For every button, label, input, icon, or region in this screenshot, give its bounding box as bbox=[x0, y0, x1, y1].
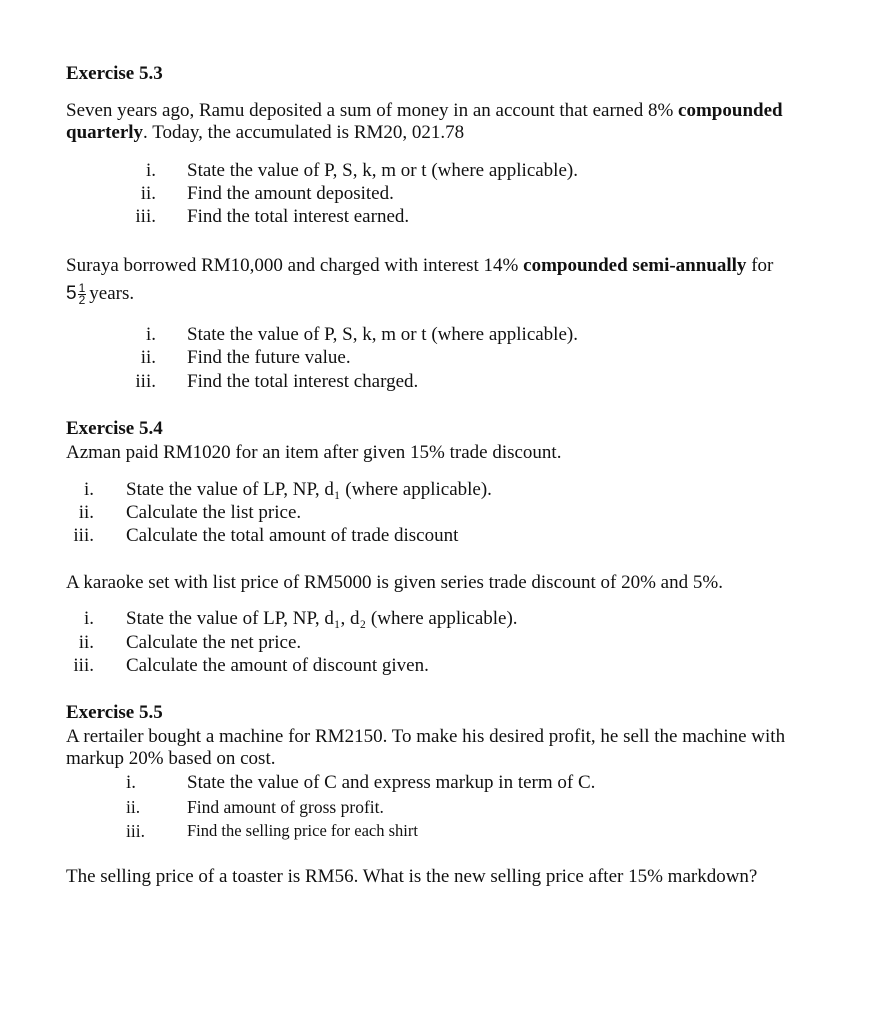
list-item: State the value of C and express markup in term of C. bbox=[187, 772, 596, 793]
list-number: ii. bbox=[126, 797, 141, 817]
list-item: Find amount of gross profit. bbox=[187, 797, 384, 817]
list-number: ii. bbox=[140, 183, 156, 204]
list-number: ii. bbox=[78, 632, 94, 653]
ex55-question-2: The selling price of a toaster is RM56. What is the new selling price after 15% markdown? bbox=[66, 866, 758, 887]
ex53-question-1 bbox=[66, 100, 834, 144]
ex53-q1-text-b: . Today, the accumulated is RM20, 021.78 bbox=[143, 122, 465, 143]
list-number: iii. bbox=[135, 206, 156, 227]
list-number: iii. bbox=[126, 821, 145, 841]
ex55-question-1: A rertailer bought a machine for RM2150. To make his desired profit, he sell the machine with markup 20% based on cost. bbox=[66, 726, 786, 769]
ex54-question-2: A karaoke set with list price of RM5000 is given series trade discount of 20% and 5%. bbox=[66, 572, 723, 593]
list-number: i. bbox=[83, 608, 94, 629]
fraction-denominator: 2 bbox=[78, 293, 86, 308]
list-number: i. bbox=[83, 479, 94, 500]
list-item: Find the amount deposited. bbox=[187, 183, 394, 204]
ex53-q2-text-b: for bbox=[746, 255, 774, 276]
ex53-question-2-line2 bbox=[66, 280, 134, 308]
ex53-q1-text-bold: compounded quarterly bbox=[66, 100, 783, 143]
ex53-q2-text-bold: compounded semi-annually bbox=[523, 255, 747, 276]
list-item: State the value of LP, NP, d₁ (where applicable). bbox=[126, 479, 492, 500]
list-number: iii. bbox=[73, 655, 94, 676]
ex53-q1-text-a: Seven years ago, Ramu deposited a sum of money in an account that earned 8% bbox=[66, 100, 679, 121]
list-number: iii. bbox=[135, 371, 156, 392]
list-number: i. bbox=[126, 772, 137, 793]
ex53-q2-text-a: Suraya borrowed RM10,000 and charged with interest 14% bbox=[66, 255, 524, 276]
exercise-5-5-title: Exercise 5.5 bbox=[66, 702, 163, 723]
list-item: Calculate the total amount of trade discount bbox=[126, 525, 459, 546]
list-item: Find the total interest earned. bbox=[187, 206, 410, 227]
list-item: State the value of LP, NP, d₁, d₂ (where applicable). bbox=[126, 608, 518, 629]
fraction-numerator: 1 bbox=[78, 281, 86, 296]
list-item: Calculate the net price. bbox=[126, 632, 302, 653]
ex54-question-1: Azman paid RM1020 for an item after given 15% trade discount. bbox=[66, 442, 562, 463]
list-item: Find the total interest charged. bbox=[187, 371, 419, 392]
list-item: State the value of P, S, k, m or t (where applicable). bbox=[187, 324, 578, 345]
mixed-number-whole: 5 bbox=[66, 283, 77, 304]
list-number: iii. bbox=[73, 525, 94, 546]
ex53-question-2-line1 bbox=[66, 255, 773, 277]
list-item: State the value of P, S, k, m or t (where applicable). bbox=[187, 160, 578, 181]
fraction bbox=[78, 283, 87, 306]
exercise-5-4-title: Exercise 5.4 bbox=[66, 418, 163, 439]
list-number: ii. bbox=[140, 347, 156, 368]
list-item: Calculate the amount of discount given. bbox=[126, 655, 429, 676]
exercise-5-3-title: Exercise 5.3 bbox=[66, 63, 163, 84]
list-item: Find the future value. bbox=[187, 347, 351, 368]
list-item: Calculate the list price. bbox=[126, 502, 302, 523]
list-number: i. bbox=[145, 324, 156, 345]
list-item: Find the selling price for each shirt bbox=[187, 821, 418, 840]
list-number: ii. bbox=[78, 502, 94, 523]
ex53-q2-text-c: years. bbox=[89, 283, 135, 304]
list-number: i. bbox=[145, 160, 156, 181]
